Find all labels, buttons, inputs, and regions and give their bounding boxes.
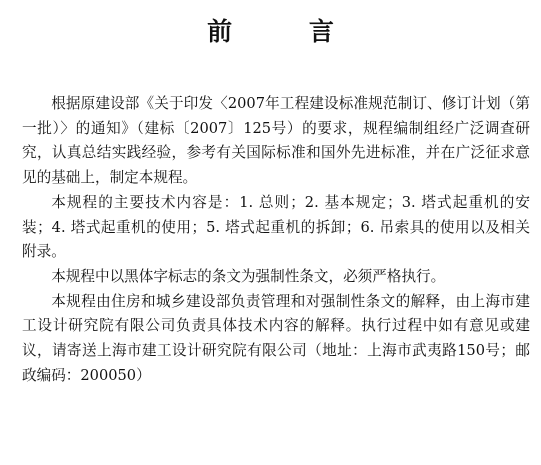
document-body (22, 92, 530, 388)
paragraph-3: 本规程中以黑体字标志的条文为强制性条文，必须严格执行。 (51, 267, 446, 285)
paragraph-4: 本规程由住房和城乡建设部负责管理和对强制性条文的解释，由上海市建工设计研究院有限公司负责具体技术内容的解释。执行过程中如有意见或建议，请寄送上海市建工设计研究院有限公司（地址：上海市武夷路150号；邮政编码：200050） (22, 292, 530, 384)
paragraph-1: 根据原建设部《关于印发〈2007年工程建设标准规范制订、修订计划（第一批）〉的通知》（建标〔2007〕125号）的要求，规程编制组经广泛调查研究，认真总结实践经验，参考有关国际标准和国外先进标准，并在广泛征求意见的基础上，制定本规程。 (22, 95, 530, 187)
page-title: 前 言 (207, 17, 368, 46)
paragraph-2: 本规程的主要技术内容是：1. 总则；2. 基本规定；3. 塔式起重机的安装；4. 塔式起重机的使用；5. 塔式起重机的拆卸；6. 吊索具的使用以及相关附录。 (22, 193, 530, 261)
